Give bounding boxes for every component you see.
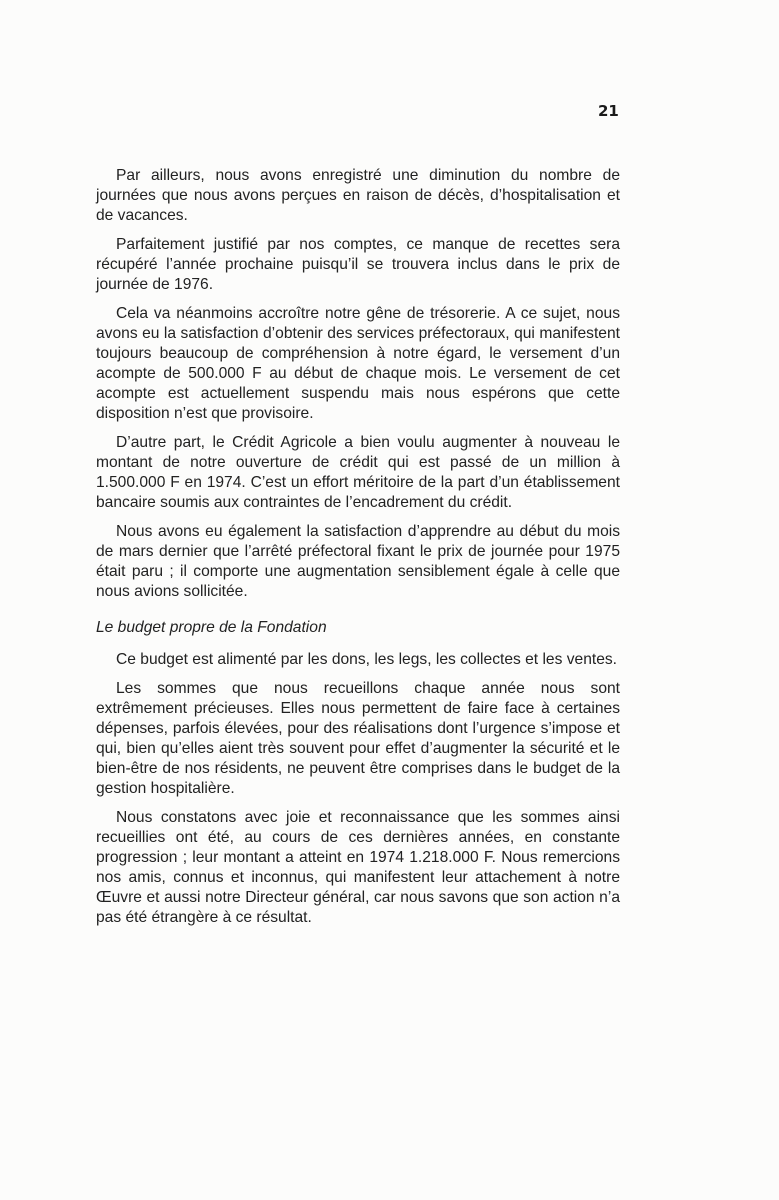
paragraph-credit-agricole: D’autre part, le Crédit Agricole a bien voulu augmenter à nouveau le montant de notre ouverture de crédit qui est passé de un million à 1.500.000 F en 1974. C’est un effort méritoire de la part d’un établissement bancaire soumis aux contraintes de l’encadrement du crédit. <box>96 434 620 511</box>
paragraph-budget-sources: Ce budget est alimenté par les dons, les legs, les collectes et les ventes. <box>116 651 618 668</box>
paragraph-treasury: Cela va néanmoins accroître notre gêne de trésorerie. A ce sujet, nous avons eu la satisfaction d’obtenir des services préfectoraux, qui manifestent toujours beaucoup de compréhension à notre égard, le versement d’un acompte de 500.000 F au début de chaque mois. Le versement de cet acompte est actuellement suspendu mais nous espérons que cette disposition n’est que provisoire. <box>96 305 620 422</box>
paragraph-deaths-hospitalisation: Par ailleurs, nous avons enregistré une diminution du nombre de journées que nous avons perçues en raison de décès, d’hospitalisation et de vacances. <box>96 167 620 224</box>
paragraph-recovered-revenue: Parfaitement justifié par nos comptes, ce manque de recettes sera récupéré l’année prochaine puisqu’il se trouvera inclus dans le prix de journée de 1976. <box>96 236 620 293</box>
paragraph-precious-sums: Les sommes que nous recueillons chaque année nous sont extrêmement précieuses. Elles nous permettent de faire face à certaines dépenses, parfois élevées, pour des réalisations dont l’urgence s’impose et qui, bien qu’elles aient très souvent pour effet d’augmenter la sécurité et le bien-être de nos résidents, ne peuvent être comprises dans le budget de la gestion hospitalière. <box>96 680 620 797</box>
section-title: Le budget propre de la Fondation <box>96 619 327 636</box>
paragraph-prefectoral-order: Nous avons eu également la satisfaction d’apprendre au début du mois de mars dernier que l’arrêté préfectoral fixant le prix de journée pour 1975 était paru ; il comporte une augmentation sensiblement égale à celle que nous avions sollicitée. <box>96 523 620 600</box>
page-number: 21 <box>598 102 619 120</box>
paragraph-thanks: Nous constatons avec joie et reconnaissance que les sommes ainsi recueillies ont été, au cours de ces dernières années, en constante progression ; leur montant a atteint en 1974 1.218.000 F. Nous remercions nos amis, connus et inconnus, qui manifestent leur attachement à notre Œuvre et aussi notre Directeur général, car nous savons que son action n’a pas été étrangère à ce résultat. <box>96 809 620 926</box>
body-text <box>96 166 620 937</box>
